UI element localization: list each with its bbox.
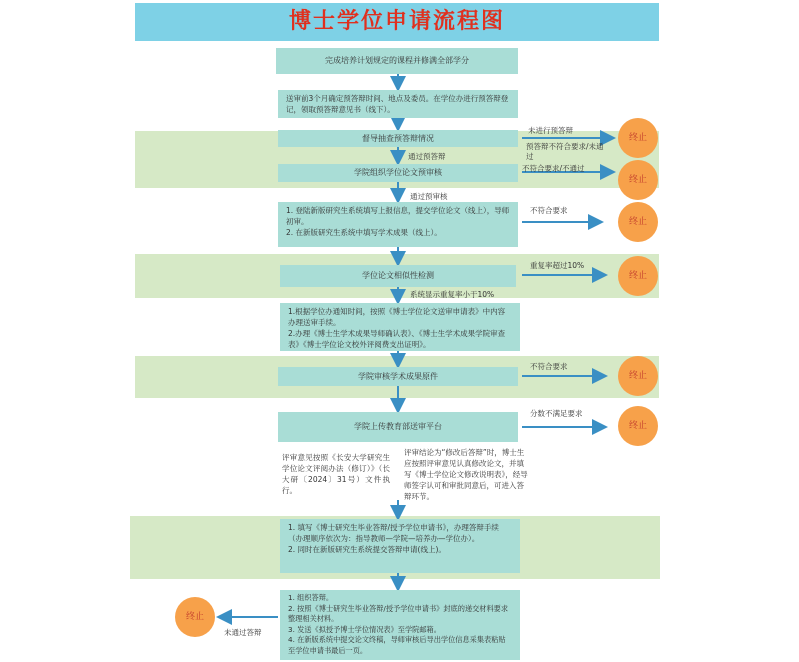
label-defense-fail: 未通过答辩 — [224, 628, 262, 637]
label-dup-low: 系统显示重复率小于10% — [410, 290, 495, 299]
step-supervisor-check: 督导抽查预答辩情况 — [278, 130, 518, 147]
step-defense-organize-2: 2. 按照《博士研究生毕业答辩/授予学位申请书》封底的递交材料要求整理相关材料。 — [288, 603, 509, 623]
step-defense-organize — [280, 590, 520, 660]
stop-node: 终止 — [618, 256, 658, 296]
step-similarity-check: 学位论文相似性检测 — [280, 265, 516, 287]
step-online-submission — [278, 202, 518, 247]
step-complete-credits: 完成培养计划规定的课程并修满全部学分 — [276, 48, 518, 74]
note-review-rules: 评审意见按照《长安大学研究生学位论文评阅办法（修订）》（长大研〔2024〕31号）文件执行。 — [282, 452, 390, 498]
label-score-low: 分数不满足要求 — [530, 409, 583, 418]
step-defense-application — [280, 519, 520, 573]
step-defense-application-2: 2. 同时在新版研究生系统提交答辩申请(线上)。 — [288, 545, 446, 554]
step-achievement-review: 学院审核学术成果原件 — [278, 367, 518, 386]
step-defense-organize-4: 4. 在新版系统中提交论文终稿，导师审核后导出学位信息采集表粘贴至学位申请书最后一页。 — [288, 635, 506, 655]
stop-node: 终止 — [175, 597, 215, 637]
label-pre-pass: 通过预答辩 — [408, 152, 446, 161]
step-schedule-pre-defense: 送审前3个月确定预答辩时间、地点及委员。在学位办进行预答辩登记，领取预答辩意见书（线下）。 — [278, 90, 518, 118]
note-revision-rules: 评审结论为“修改后答辩”时，博士生应按照评审意见认真修改论文，并填写《博士学位论文修改说明表》，经导师签字认可和审批同意后，可进入答辩环节。 — [404, 447, 530, 499]
stop-node: 终止 — [618, 160, 658, 200]
step-online-submission-2: 2. 在新版研究生系统中填写学术成果（线上）。 — [286, 228, 442, 237]
stop-node: 终止 — [618, 406, 658, 446]
label-submit-fail: 不符合要求 — [530, 206, 568, 215]
label-not-done: 未进行预答辩 — [528, 126, 573, 135]
step-review-application-1: 1.根据学位办通知时间，按照《博士学位论文送审申请表》中内容办理送审手续。 — [288, 307, 506, 327]
step-defense-organize-3: 3. 发送《拟授予博士学位情况表》至学院邮箱。 — [288, 624, 441, 634]
label-review-fail: 不符合要求/不通过 — [522, 164, 585, 173]
stop-node: 终止 — [618, 202, 658, 242]
step-review-application — [280, 303, 520, 351]
step-online-submission-1: 1. 登陆新版研究生系统填写上报信息，提交学位论文（线上），导师初审。 — [286, 206, 510, 226]
step-college-pre-review: 学院组织学位论文预审核 — [278, 164, 518, 182]
step-review-application-2: 2.办理《博士生学术成果导师确认表》、《博士生学术成果学院审查表》《博士学位论文校外评阅费支出证明》。 — [288, 329, 506, 349]
step-defense-application-1: 1. 填写《博士研究生毕业答辩/授予学位申请书》，办理答辩手续（办理顺序依次为：指导教师—学院—培养办—学位办）。 — [288, 523, 499, 543]
stop-node: 终止 — [618, 118, 658, 158]
step-defense-organize-1: 1. 组织答辩。 — [288, 593, 334, 602]
label-achieve-fail: 不符合要求 — [530, 362, 568, 371]
step-upload-platform: 学院上传教育部送审平台 — [278, 412, 518, 442]
stop-node: 终止 — [618, 356, 658, 396]
label-review-pass: 通过预审核 — [410, 192, 448, 201]
label-pre-fail: 预答辩不符合要求/未通过 — [526, 142, 604, 161]
label-dup-high: 重复率超过10% — [530, 261, 585, 270]
page-title: 博士学位申请流程图 — [135, 3, 659, 41]
